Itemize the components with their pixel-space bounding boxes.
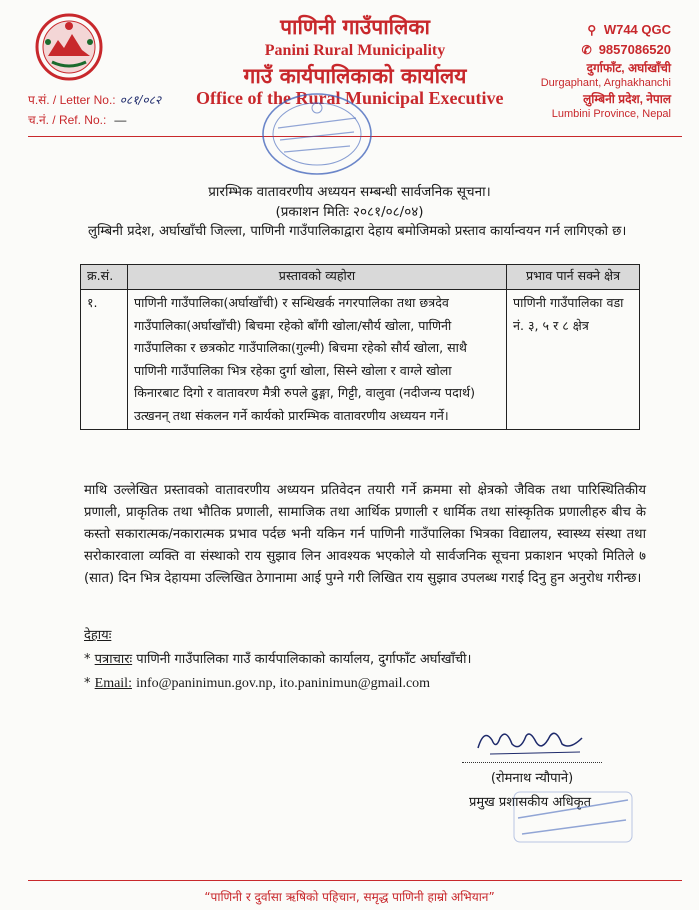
address-np: दुर्गाफाँट, अर्घाखाँची [586,61,671,75]
office-name-en: Office of the Rural Municipal Executive [196,88,504,108]
row-area: पाणिनी गाउँपालिका वडा नं. ३, ५ र ८ क्षेत्र [507,290,640,430]
letter-no-value: ०८१/०८२ [119,93,162,107]
notice-body: माथि उल्लेखित प्रस्तावको वातावरणीय अध्ययन प्रतिवेदन तयारी गर्ने क्रममा सो क्षेत्रको जैविक तथा पारिस्थितिकीय प्रणाली, प्राकृतिक तथा भौतिक प्रणाली, सामाजिक तथा आर्थिक प्रणाली र धार्मिक तथा सांस्कृतिक प्रणालीहरु बीच के कस्तो सकारात्मक/नकारात्मक प्रभाव पर्दछ भनी यकिन गर्न पाणिनी गाउँपालिका भित्रका विद्यालय, स्वास्थ्य संस्था तथा सरोकारवाला व्यक्ति वा संस्थाको राय सुझाव लिन आवश्यक भएकोले यो सार्वजनिक सूचना प्रकाशन भएको मितिले ७ (सात) दिन भित्र देहायमा उल्लिखित ठेगानामा आई पुग्ने गरी लिखित राय सुझाव उपलब्ध गराई दिनु हुन अनुरोध गरीन्छ। [84,483,646,586]
signature-line [462,762,602,763]
publish-date: (प्रकाशन मितिः २०८१/०८/०४) [275,204,424,220]
footer-divider [28,880,682,881]
notice-intro: लुम्बिनी प्रदेश, अर्घाखाँची जिल्ला, पाणिनी गाउँपालिकाद्वारा देहाय बमोजिमको प्रस्ताव कार्यान्वयन गर्न लागिएको छ। [88,224,627,239]
row-serial: १. [81,290,128,430]
province-np: लुम्बिनी प्रदेश, नेपाल [583,92,671,106]
plus-code: W744 QGC [603,22,671,37]
office-name-np: गाउँ कार्यपालिकाको कार्यालय [243,64,467,88]
letter-no-label: प.सं. / Letter No.: [28,93,116,107]
email-label: Email: [94,676,132,691]
nepal-emblem-icon [34,12,104,82]
mail-line: * पत्राचारः पाणिनी गाउँपालिका गाउँ कार्यपालिकाको कार्यालय, दुर्गाफाँट अर्घाखाँची। [84,652,472,667]
location-pin-icon: ⚲ [587,23,597,37]
table-header-row [81,265,640,290]
signature-icon [470,722,590,762]
officer-stamp-icon [508,780,638,850]
header-description: प्रस्तावको व्यहोरा [128,265,507,290]
footer-motto: “पाणिनी र दुर्वासा ऋषिको पहिचान, समृद्ध पाणिनी हाम्रो अभियान” [204,890,495,904]
mail-value: पाणिनी गाउँपालिका गाउँ कार्यपालिकाको कार्यालय, दुर्गाफाँट अर्घाखाँची। [136,652,472,667]
contact-block [541,20,671,122]
notice-title: प्रारम्भिक वातावरणीय अध्ययन सम्बन्धी सार्वजनिक सूचना। [208,184,491,200]
header-area: प्रभाव पार्न सक्ने क्षेत्र [507,265,640,290]
phone-icon: ✆ [581,43,592,57]
proposal-table [80,264,640,430]
municipality-name-np: पाणिनी गाउँपालिका [280,15,430,39]
ref-no-label: च.नं. / Ref. No.: [28,113,107,127]
ref-no-value: — [114,113,127,127]
address-en: Durgaphant, Arghakhanchi [540,77,671,89]
email-line: * Email: info@paninimun.gov.np, ito.paninimun@gmail.com [84,676,431,691]
header-serial: क्र.सं. [81,265,128,290]
letterhead-title-block [190,14,520,90]
signatory-title: प्रमुख प्रशासकीय अधिकृत [468,795,592,810]
municipality-name-en: Panini Rural Municipality [264,42,446,59]
signatory-name: (रोमनाथ न्यौपाने) [490,771,574,786]
province-en: Lumbini Province, Nepal [551,108,671,120]
email-value[interactable]: info@paninimun.gov.np, ito.paninimun@gmail.com [136,676,431,691]
reference-block [28,90,161,130]
contact-details [84,624,471,696]
office-stamp-icon [258,88,376,180]
table-row [81,290,640,430]
phone-number: 9857086520 [598,42,671,57]
dehaay-label: देहायः [84,628,112,643]
row-description: पाणिनी गाउँपालिका(अर्घाखाँची) र सन्धिखर्क नगरपालिका तथा छत्रदेव गाउँपालिका(अर्घाखाँची) बिचमा रहेको बाँगी खोला/सौर्य खोला, पाणिनी गाउँपालिका र छत्रकोट गाउँपालिका(गुल्मी) बिचमा रहेको सौर्य खोला, साथै पाणिनी गाउँपालिका भित्र रहेका दुर्गा खोला, सिस्ने खोला र वाग्ले खोला किनारबाट दिगो र वातावरण मैत्री रुपले ढुङ्गा, गिट्टी, वालुवा (नदीजन्य पदार्थ) उत्खनन् तथा संकलन गर्ने कार्यको प्रारम्भिक वातावरणीय अध्ययन गर्ने। [128,290,507,430]
mail-label: पत्राचारः [94,652,133,667]
